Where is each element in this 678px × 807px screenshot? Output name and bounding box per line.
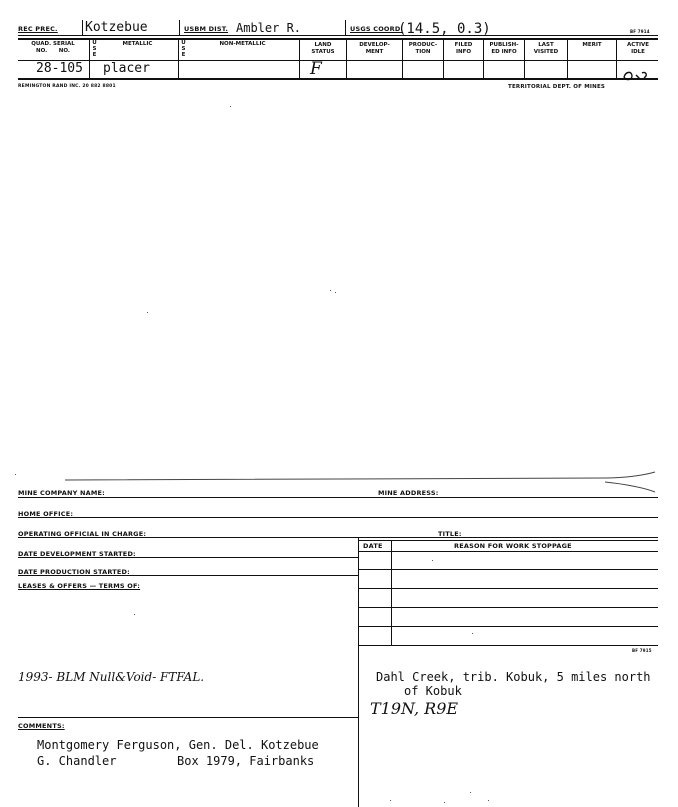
merit-header: MERIT bbox=[582, 42, 602, 48]
filed-info-header: FILED INFO bbox=[454, 42, 473, 55]
comment-line-2-name: G. Chandler bbox=[37, 754, 117, 768]
printer-line: REMINGTON RAND INC. 20 882 8801 bbox=[18, 84, 116, 89]
comments-label: COMMENTS: bbox=[18, 722, 65, 730]
non-metallic-header: NON-METALLIC bbox=[219, 41, 266, 47]
metallic-value: placer bbox=[103, 61, 150, 76]
territorial-dept-label: TERRITORIAL DEPT. OF MINES bbox=[508, 84, 606, 90]
date-production-started-label: DATE PRODUCTION STARTED: bbox=[18, 568, 130, 576]
form-number-bottom: BF 7915 bbox=[632, 648, 652, 653]
quad-serial-header: QUAD. SERIAL NO. NO. bbox=[31, 41, 75, 54]
metallic-header: METALLIC bbox=[122, 41, 153, 47]
handwritten-blm-note: 1993- BLM Null&Void- FTFAL. bbox=[18, 670, 205, 684]
home-office-label: HOME OFFICE: bbox=[18, 510, 74, 518]
use-letters-metallic: U S E bbox=[92, 40, 97, 58]
usgs-coord-label: USGS COORD. bbox=[350, 25, 404, 33]
rec-prec-value: Kotzebue bbox=[85, 20, 148, 35]
mine-address-label: MINE ADDRESS: bbox=[378, 489, 439, 497]
comment-line-1: Montgomery Ferguson, Gen. Del. Kotzebue bbox=[37, 738, 319, 752]
land-status-value: F bbox=[310, 59, 322, 79]
mine-company-name-label: MINE COMPANY NAME: bbox=[18, 489, 105, 497]
production-header: PRODUC- TION bbox=[408, 42, 438, 55]
card-top-edge bbox=[15, 470, 660, 500]
comment-line-2-address: Box 1979, Fairbanks bbox=[177, 754, 315, 768]
use-letters-nonmetallic: U S E bbox=[181, 40, 186, 58]
form-number-top: BF 7914 bbox=[630, 29, 650, 34]
last-visited-header: LAST VISITED bbox=[533, 42, 559, 55]
reason-header: REASON FOR WORK STOPPAGE bbox=[454, 542, 572, 550]
location-text-line1: Dahl Creek, trib. Kobuk, 5 miles north bbox=[376, 670, 651, 684]
published-info-header: PUBLISH- ED INFO bbox=[489, 42, 519, 55]
date-development-started-label: DATE DEVELOPMENT STARTED: bbox=[18, 550, 136, 558]
usgs-coord-value: (14.5, 0.3) bbox=[398, 21, 491, 37]
leases-offers-label: LEASES & OFFERS — TERMS OF: bbox=[18, 582, 141, 590]
usbm-dist-label: USBM DIST. bbox=[184, 25, 229, 33]
date-header: DATE bbox=[363, 542, 383, 550]
title-label: TITLE: bbox=[438, 530, 462, 538]
land-status-header: LAND STATUS bbox=[311, 42, 335, 55]
handwritten-township: T19N, R9E bbox=[370, 699, 459, 718]
active-idle-header: ACTIVE IDLE bbox=[626, 42, 650, 55]
rec-prec-label: REC PREC. bbox=[18, 25, 58, 33]
development-header: DEVELOP- MENT bbox=[359, 42, 390, 55]
operating-official-label: OPERATING OFFICIAL IN CHARGE: bbox=[18, 530, 147, 538]
quad-serial-value: 28-105 bbox=[36, 61, 83, 76]
location-text-line2: of Kobuk bbox=[404, 684, 462, 698]
usbm-dist-value: Ambler R. bbox=[236, 21, 302, 35]
active-idle-mark bbox=[618, 61, 658, 83]
